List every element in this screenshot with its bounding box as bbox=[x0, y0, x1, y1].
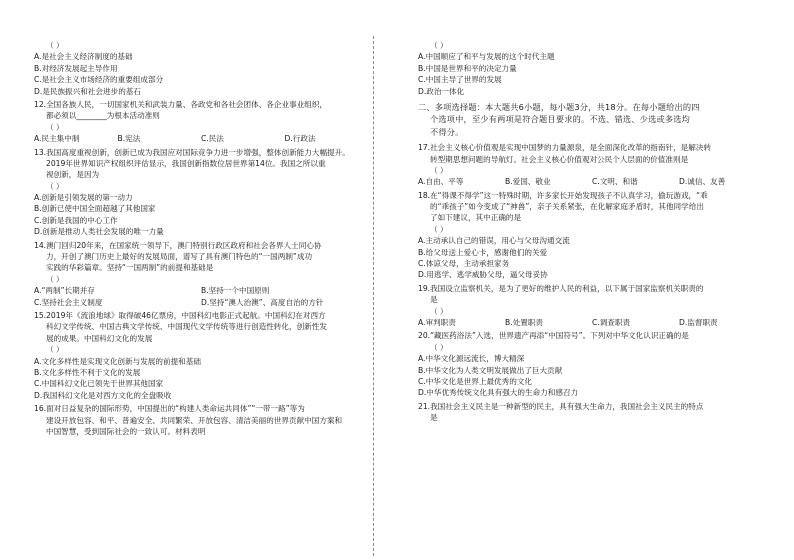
question-13 bbox=[34, 147, 368, 238]
options-row bbox=[34, 133, 368, 144]
question-stem: 中国智慧，受到国际社会的一致认可。材料表明 bbox=[46, 426, 206, 436]
question-16-tail bbox=[418, 40, 766, 97]
option-a: A.创新是引领发展的第一动力 bbox=[34, 193, 133, 203]
answer-paren: （ ） bbox=[430, 165, 448, 175]
question-14 bbox=[34, 240, 368, 308]
option-b: B.文化多样性不利于文化的发展 bbox=[34, 367, 141, 377]
options-row bbox=[34, 297, 368, 308]
option-b: B.给父母送上爱心卡，感谢他们的关爱 bbox=[418, 247, 548, 257]
option-b: B.处置职责 bbox=[505, 317, 543, 327]
question-17 bbox=[418, 142, 766, 188]
question-stem: 20.“藏医药浴法”入选，世界遗产再添“中国符号”。下列对中华文化认识正确的是 bbox=[418, 331, 689, 341]
option-a: A.主动承认自己的错误，用心与父母沟通交流 bbox=[418, 236, 570, 246]
option-a: A.是社会主义经济制度的基础 bbox=[34, 52, 133, 62]
question-stem: 19.我国设立监察机关，是为了更好的维护人民的利益，以下属于国家监察机关职责的 bbox=[418, 283, 704, 293]
option-b: B.创新已使中国全面超越了其他国家 bbox=[34, 204, 156, 214]
answer-paren: （ ） bbox=[46, 181, 64, 191]
question-stem: 是 bbox=[430, 295, 438, 305]
question-11-tail bbox=[34, 40, 368, 97]
question-stem: 13.我国高度重视创新，创新已成为我国应对国际竞争力进一步增强，整体创新能力大幅提升。 bbox=[34, 147, 350, 157]
question-stem: 展的成果。中国科幻文化的发展 bbox=[46, 333, 153, 343]
option-a: A.民主集中制 bbox=[34, 134, 80, 144]
option-a: A.文化多样性是实现文化创新与发展的前提和基础 bbox=[34, 356, 201, 366]
option-d: D.政治一体化 bbox=[418, 86, 465, 96]
answer-paren: （ ） bbox=[46, 41, 64, 50]
options-row bbox=[418, 317, 766, 328]
options-row bbox=[34, 285, 368, 296]
option-b: B.中华文化为人类文明发展做出了巨大贡献 bbox=[418, 365, 563, 375]
option-c: C.创新是我国的中心工作 bbox=[34, 215, 118, 225]
answer-paren: （ ） bbox=[46, 122, 64, 132]
question-stem: 16.面对日益复杂的国际形势，中国提出的“构建人类命运共同体”“一带一路”等为 bbox=[34, 404, 305, 414]
option-d: D.监督职责 bbox=[679, 317, 718, 327]
question-stem: 了如下建议，其中正确的是 bbox=[430, 213, 522, 223]
option-b: B.对经济发展起主导作用 bbox=[34, 63, 118, 73]
option-d: D.行政法 bbox=[284, 134, 316, 144]
option-c: C.民法 bbox=[201, 134, 224, 144]
left-column bbox=[34, 40, 368, 437]
option-b: B.坚持一个中国原则 bbox=[201, 286, 270, 296]
question-stem: 转型期思想问题的导航灯。社会主义核心价值观对公民个人层面的价值准则是 bbox=[430, 154, 689, 164]
option-b: B.宪法 bbox=[117, 134, 141, 144]
question-stem: 都必须以________为根本活动准则 bbox=[46, 111, 160, 121]
option-c: C.体谅父母，主动承担家务 bbox=[418, 259, 510, 269]
option-c: C.中国主导了世界的发展 bbox=[418, 75, 502, 85]
option-d: D.诚信、友善 bbox=[679, 177, 726, 187]
option-b: B.爱国、敬业 bbox=[505, 177, 551, 187]
section-heading: 不得分。 bbox=[430, 126, 464, 137]
right-column bbox=[418, 40, 766, 424]
option-d: D.坚持“澳人治澳”、高度自治的方针 bbox=[201, 297, 324, 307]
question-19 bbox=[418, 283, 766, 329]
answer-paren: （ ） bbox=[430, 342, 448, 352]
option-a: A.“两制”长期并存 bbox=[34, 286, 95, 296]
option-a: A.审判职责 bbox=[418, 317, 456, 327]
question-stem: 18.在“得课不得学”这一特殊时期，许多家长开始发现孩子不认真学习，偷玩游戏，“乖 bbox=[418, 190, 708, 200]
question-21 bbox=[418, 401, 766, 424]
answer-paren: （ ） bbox=[430, 306, 448, 316]
question-stem: 的“乖孩子”如今变成了“神兽”，亲子关系紧张，在化解家庭矛盾时，其他同学给出 bbox=[430, 202, 704, 212]
question-15 bbox=[34, 310, 368, 401]
question-18 bbox=[418, 190, 766, 281]
option-c: C.坚持社会主义制度 bbox=[34, 297, 103, 307]
answer-paren: （ ） bbox=[46, 274, 64, 284]
option-d: D.是民族振兴和社会进步的基石 bbox=[34, 86, 141, 96]
question-20 bbox=[418, 330, 766, 398]
question-stem: 17.社会主义核心价值观是实现中国梦的力量源泉，是全面深化改革的指南针，是解决转 bbox=[418, 143, 712, 153]
question-stem: 是 bbox=[430, 413, 438, 423]
answer-paren: （ ） bbox=[46, 345, 64, 355]
options-row bbox=[418, 176, 766, 187]
option-c: C.是社会主义市场经济的重要组成部分 bbox=[34, 75, 164, 85]
option-d: D.用逃学、逃学威胁父母，逼父母妥协 bbox=[418, 270, 548, 280]
option-c: C.文明、和谐 bbox=[592, 177, 638, 187]
option-a: A.中国顺应了和平与发展的这个时代主题 bbox=[418, 52, 555, 62]
question-stem: 实践的华彩篇章。坚持“一国两制”的前提和基础是 bbox=[46, 263, 214, 273]
option-b: B.中国是世界和平的决定力量 bbox=[418, 63, 517, 73]
question-stem: 力，开创了澳门历史上最好的发展局面，谱写了具有澳门特色的“一国两制”成功 bbox=[46, 252, 313, 262]
section-heading: 个选项中，至少有两项是符合题目要求的。不选、错选、少选或多选均 bbox=[430, 114, 691, 125]
section-2-header bbox=[418, 101, 766, 138]
question-16 bbox=[34, 403, 368, 437]
question-stem: 2019年世界知识产权组织评估显示，我国创新指数位居世界第14位。我国之所以重 bbox=[46, 158, 326, 168]
section-heading: 二、多项选择题：本大题共6小题，每小题3分，共18分。在每小题给出的四 bbox=[418, 101, 700, 112]
answer-paren: （ ） bbox=[430, 224, 448, 234]
question-stem: 12.全国各族人民，一切国家机关和武装力量、各政党和各社会团体、各企业事业组织， bbox=[34, 99, 328, 109]
question-stem: 21.我国社会主义民主是一种新型的民主，具有强大生命力，我国社会主义民主的特点 bbox=[418, 401, 704, 411]
option-c: C.中国科幻文化已领先于世界其他国家 bbox=[34, 379, 164, 389]
option-a: A.中华文化源远流长，博大精深 bbox=[418, 354, 525, 364]
option-c: C.调查职责 bbox=[592, 317, 631, 327]
option-d: D.我国科幻文化是对西方文化的全盘吸收 bbox=[34, 390, 172, 400]
option-c: C.中华文化是世界上最优秀的文化 bbox=[418, 376, 533, 386]
question-12 bbox=[34, 99, 368, 145]
column-divider bbox=[373, 36, 374, 556]
question-stem: 建设开放包容、和平、普遍安全、共同繁荣、开放包容、清洁美丽的世界贡献中国方案和 bbox=[46, 415, 343, 425]
option-d: D.创新是推动人类社会发展的唯一力量 bbox=[34, 227, 164, 237]
question-stem: 视创新，是因为 bbox=[46, 170, 100, 180]
option-a: A.自由、平等 bbox=[418, 177, 464, 187]
question-stem: 15.2019年《流浪地球》取得破46亿票房，中国科幻电影正式起航。中国科幻在对西方 bbox=[34, 310, 326, 320]
question-stem: 科幻文学传统、中国古典文学传统、中国现代文学传统等进行创造性转化，创新性发 bbox=[46, 322, 327, 332]
answer-paren: （ ） bbox=[430, 41, 448, 50]
question-stem: 14.澳门回归20年来，在国家统一领导下，澳门特别行政区政府和社会各界人士同心协 bbox=[34, 240, 322, 250]
option-d: D.中华优秀传统文化具有强大的生命力和感召力 bbox=[418, 388, 579, 398]
